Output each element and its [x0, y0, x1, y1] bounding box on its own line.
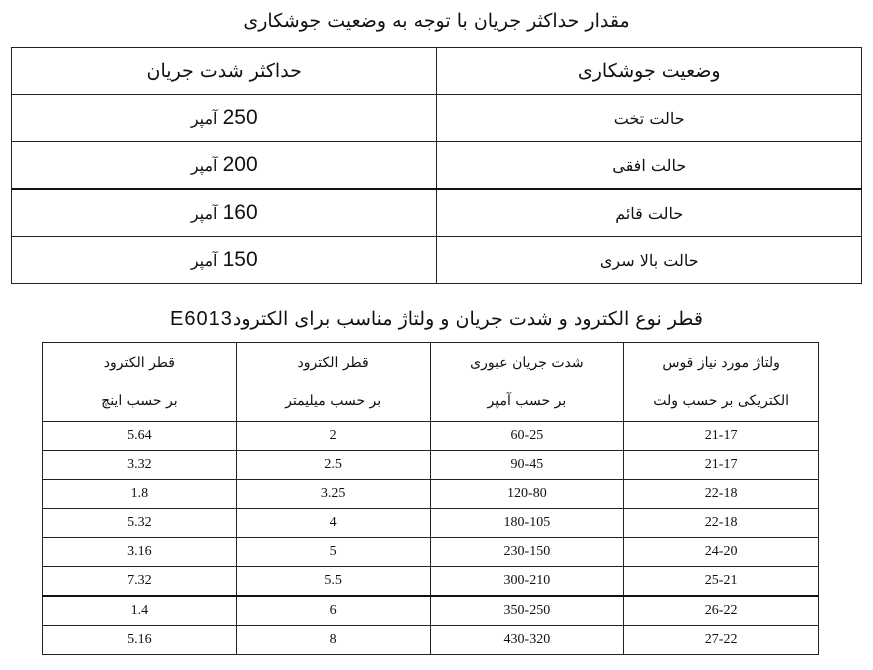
col-header-diameter-inch — [43, 343, 237, 422]
col-header-current — [430, 343, 624, 422]
table-row — [12, 237, 862, 284]
header-line: شدت جریان عبوری — [470, 355, 584, 371]
table-row — [12, 189, 862, 237]
diameter-inch-cell: 5.32 — [43, 509, 237, 538]
diameter-inch-cell: 7.32 — [43, 567, 237, 597]
welding-position-cell: حالت بالا سری — [437, 237, 862, 284]
diameter-mm-cell: 5 — [236, 538, 430, 567]
diameter-inch-cell: 5.64 — [43, 422, 237, 451]
table-row — [43, 538, 819, 567]
current-cell: 90-45 — [430, 451, 624, 480]
table2-title-text: قطر نوع الکترود و شدت جریان و ولتاژ مناسب برای الکترود — [232, 308, 703, 330]
table-header-row — [12, 48, 862, 95]
diameter-mm-cell: 2 — [236, 422, 430, 451]
welding-position-cell: حالت قائم — [437, 189, 862, 237]
diameter-mm-cell: 2.5 — [236, 451, 430, 480]
diameter-inch-cell: 3.16 — [43, 538, 237, 567]
table-row — [43, 480, 819, 509]
table-row — [43, 451, 819, 480]
max-current-table — [11, 47, 862, 284]
current-cell: 60-25 — [430, 422, 624, 451]
max-current-cell — [12, 237, 437, 284]
current-cell: 230-150 — [430, 538, 624, 567]
diameter-inch-cell: 1.4 — [43, 596, 237, 626]
diameter-inch-cell: 5.16 — [43, 626, 237, 655]
current-unit: آمپر — [190, 251, 218, 270]
diameter-inch-cell: 1.8 — [43, 480, 237, 509]
max-current-cell — [12, 95, 437, 142]
electrode-code: E6013 — [170, 308, 233, 330]
current-value: 200 — [222, 153, 258, 176]
header-line: بر حسب آمپر — [487, 393, 567, 409]
table-row — [12, 95, 862, 142]
voltage-cell: 21-17 — [624, 422, 819, 451]
diameter-mm-cell: 4 — [236, 509, 430, 538]
col-header-diameter-mm — [236, 343, 430, 422]
table-row — [43, 596, 819, 626]
table-row — [43, 567, 819, 597]
voltage-cell: 21-17 — [624, 451, 819, 480]
current-value: 250 — [222, 106, 258, 129]
col-header-arc-voltage — [624, 343, 819, 422]
current-cell: 300-210 — [430, 567, 624, 597]
voltage-cell: 25-21 — [624, 567, 819, 597]
max-current-cell — [12, 142, 437, 190]
voltage-cell: 22-18 — [624, 480, 819, 509]
col-header-max-current: حداکثر شدت جریان — [12, 48, 437, 95]
current-cell: 180-105 — [430, 509, 624, 538]
diameter-mm-cell: 8 — [236, 626, 430, 655]
voltage-cell: 27-22 — [624, 626, 819, 655]
header-line: بر حسب اینچ — [101, 393, 178, 409]
current-value: 160 — [222, 201, 258, 224]
current-cell: 120-80 — [430, 480, 624, 509]
header-line: قطر الکترود — [103, 355, 175, 371]
current-cell: 350-250 — [430, 596, 624, 626]
header-line: ولتاژ مورد نیاز قوس — [662, 355, 780, 371]
max-current-cell — [12, 189, 437, 237]
table-row — [43, 422, 819, 451]
header-line: بر حسب میلیمتر — [285, 393, 382, 409]
welding-position-cell: حالت افقی — [437, 142, 862, 190]
current-value: 150 — [222, 248, 258, 271]
table-row — [43, 509, 819, 538]
table-row — [43, 626, 819, 655]
header-line: الکتریکی بر حسب ولت — [653, 393, 790, 409]
diameter-mm-cell: 3.25 — [236, 480, 430, 509]
current-unit: آمپر — [190, 156, 218, 175]
welding-position-cell: حالت تخت — [437, 95, 862, 142]
table1-title: مقدار حداکثر جریان با توجه به وضعیت جوشکاری — [243, 10, 630, 32]
current-unit: آمپر — [190, 204, 218, 223]
current-cell: 430-320 — [430, 626, 624, 655]
diameter-inch-cell: 3.32 — [43, 451, 237, 480]
table-row — [12, 142, 862, 190]
electrode-spec-table — [42, 342, 819, 655]
diameter-mm-cell: 5.5 — [236, 567, 430, 597]
voltage-cell: 26-22 — [624, 596, 819, 626]
header-line: قطر الکترود — [297, 355, 369, 371]
table2-title — [0, 304, 873, 334]
voltage-cell: 24-20 — [624, 538, 819, 567]
current-unit: آمپر — [190, 109, 218, 128]
col-header-welding-position: وضعیت جوشکاری — [437, 48, 862, 95]
diameter-mm-cell: 6 — [236, 596, 430, 626]
table-header-row — [43, 343, 819, 422]
voltage-cell: 22-18 — [624, 509, 819, 538]
